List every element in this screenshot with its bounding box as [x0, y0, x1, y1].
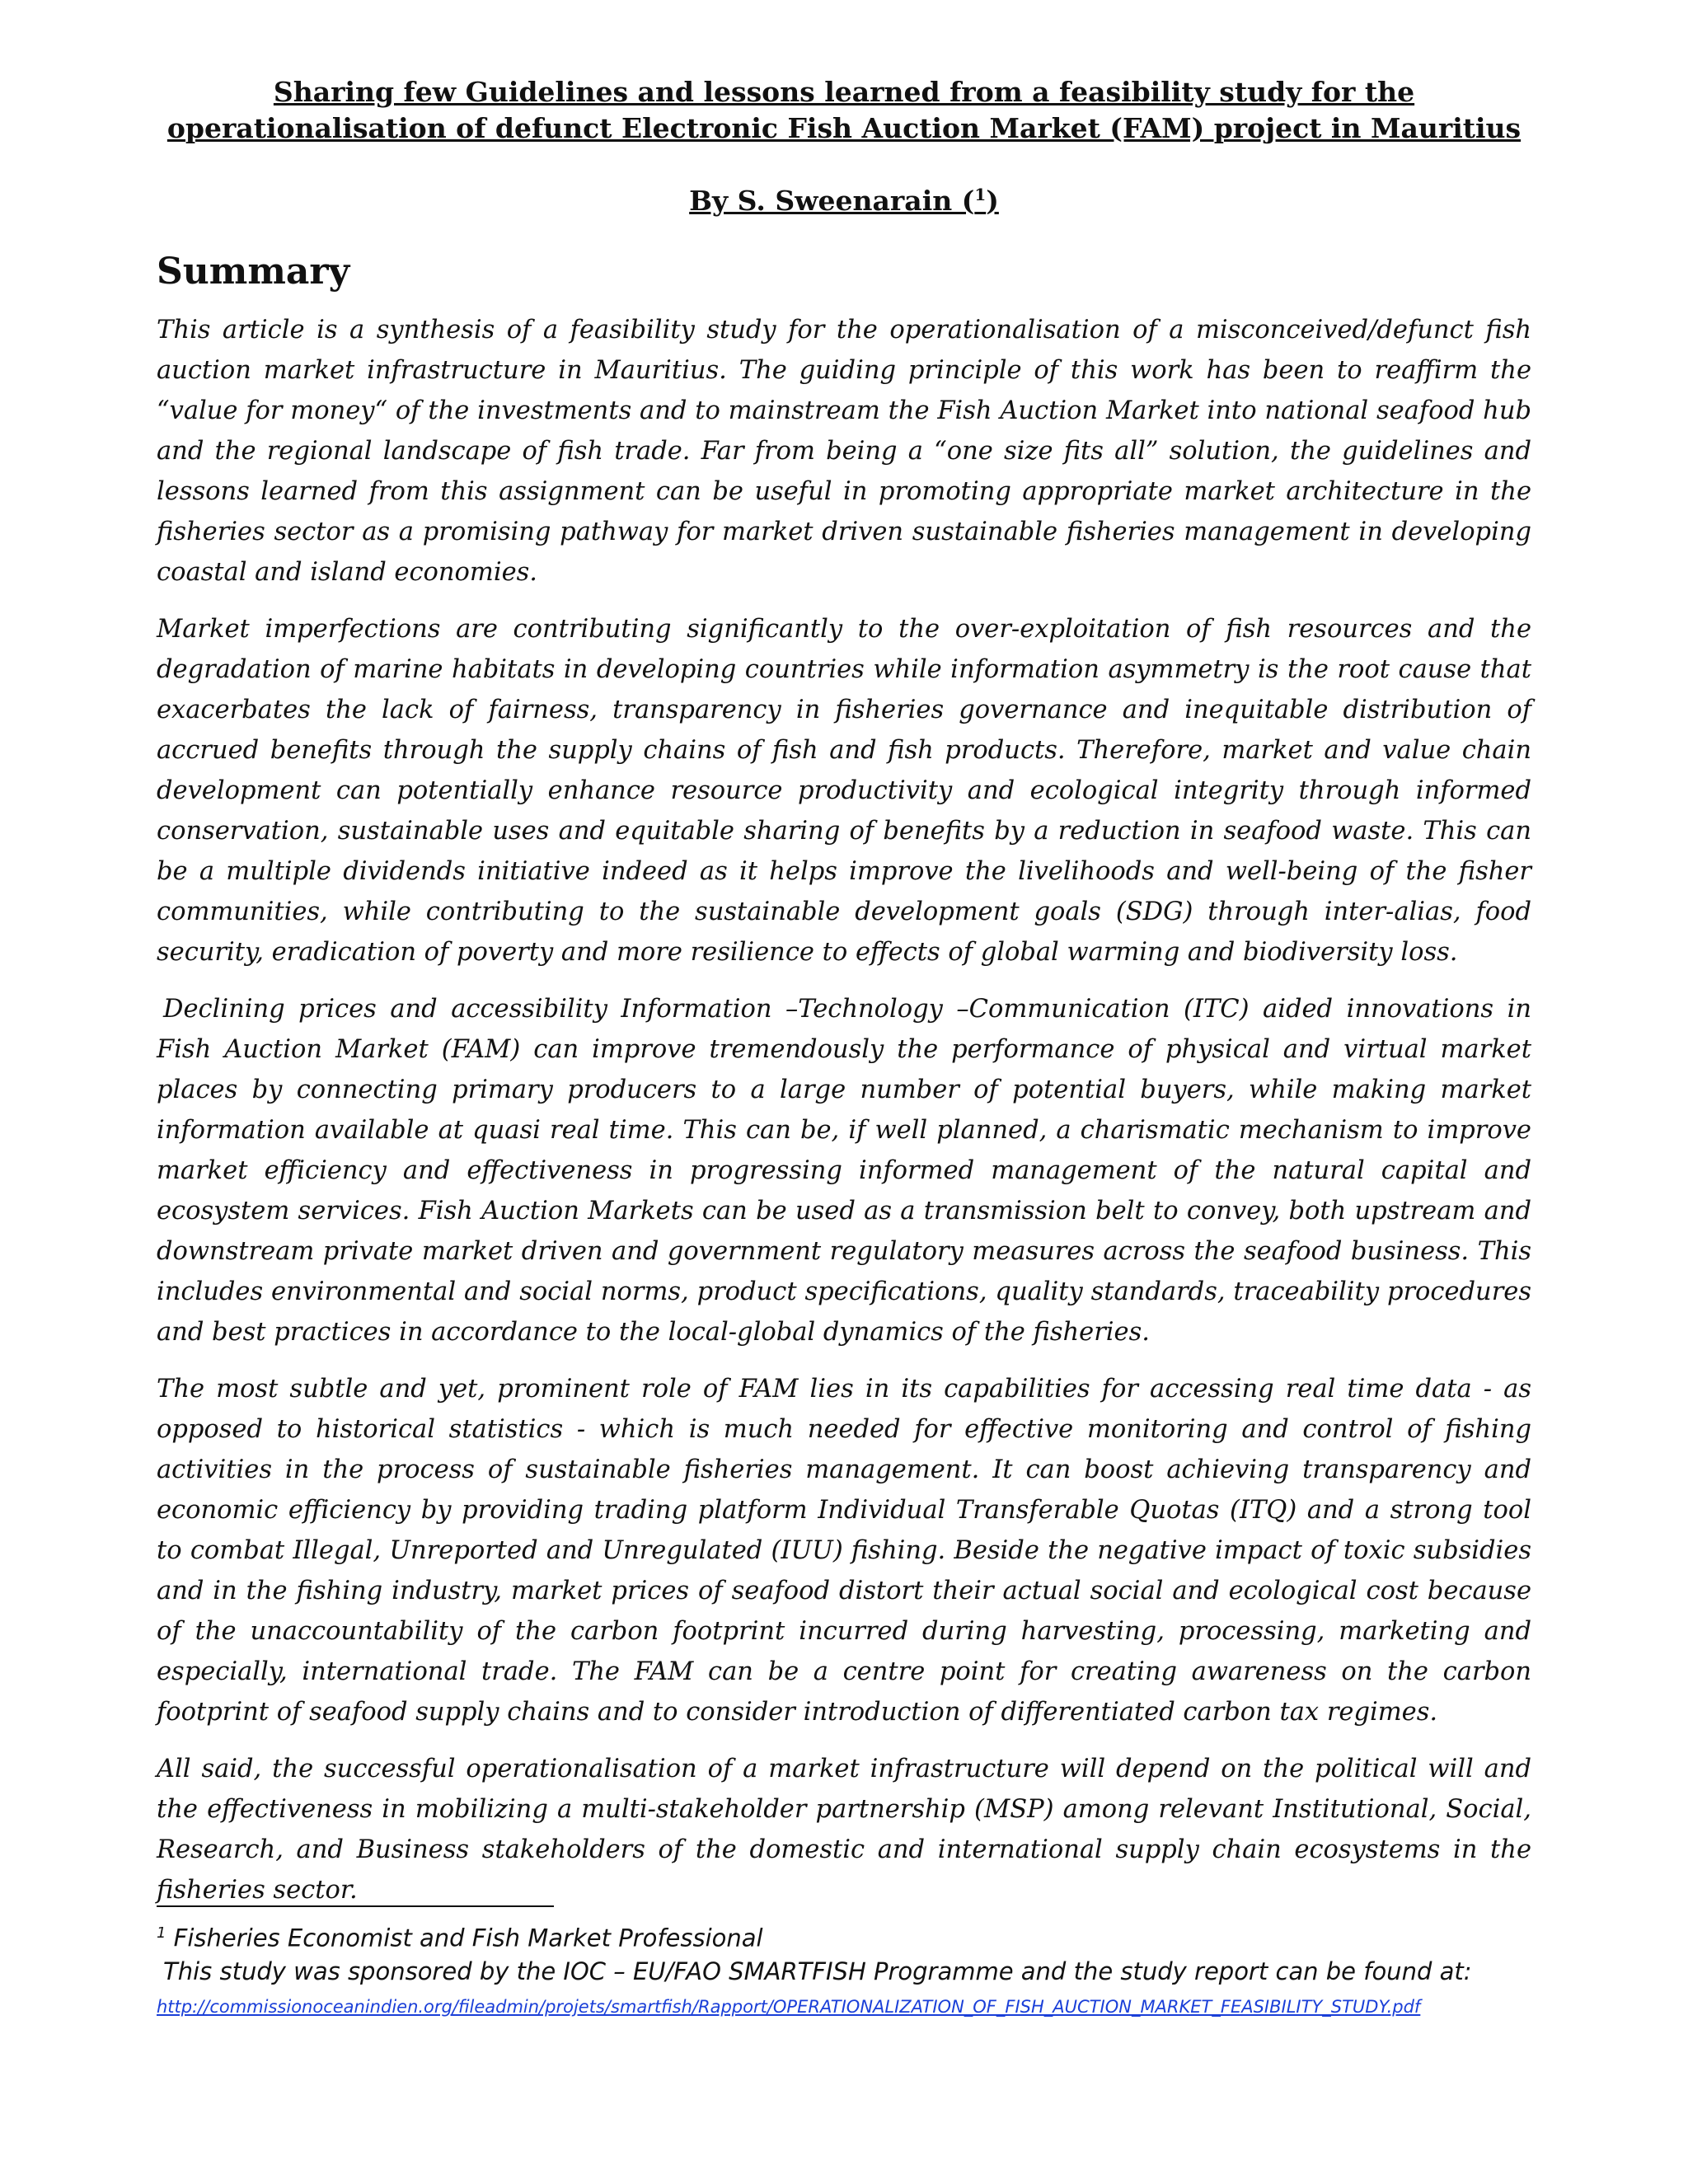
study-report-link[interactable]: http://commissionoceanindien.org/fileadmin/projets/smartfish/Rapport/OPERATIONALIZATION_OF_FISH_AUCTION_MARKET_FEASIBILITY_STUDY.pdf — [157, 1996, 1421, 2017]
paragraph: Market imperfections are contributing significantly to the over-exploitation of fish resources and the degradation of marine habitats in developing countries while information asymmetry is the root cause that exacerbates the lack of fairness, transparency in fisheries governance and inequitable distribution of accrued benefits through the supply chains of fish and fish products. Therefore, market and value chain development can potentially enhance resource productivity and ecological integrity through informed conservation, sustainable uses and equitable sharing of benefits by a reduction in seafood waste. This can be a multiple dividends initiative indeed as it helps improve the livelihoods and well-being of the fisher communities, while contributing to the sustainable development goals (SDG) through inter-alias, food security, eradication of poverty and more resilience to effects of global warming and biodiversity loss. — [157, 615, 1531, 967]
footnote — [157, 1917, 1558, 2021]
paragraph: This article is a synthesis of a feasibility study for the operationalisation of a misconceived/defunct fish auction market infrastructure in Mauritius. The guiding principle of this work has been to reaffirm the “value for money“ of the investments and to mainstream the Fish Auction Market into national seafood hub and the regional landscape of fish trade. Far from being a “one size fits all” solution, the guidelines and lessons learned from this assignment can be useful in promoting appropriate market architecture in the fisheries sector as a promising pathway for market driven sustainable fisheries management in developing coastal and island economies. — [157, 316, 1531, 587]
paragraph: Declining prices and accessibility Information –Technology –Communication (ITC) aided innovations in Fish Auction Market (FAM) can improve tremendously the performance of physical and virtual market places by connecting primary producers to a large number of potential buyers, while making market information available at quasi real time. This can be, if well planned, a charismatic mechanism to improve market efficiency and effectiveness in progressing informed management of the natural capital and ecosystem services. Fish Auction Markets can be used as a transmission belt to convey, both upstream and downstream private market driven and government regulatory measures across the seafood business. This includes environmental and social norms, product specifications, quality standards, traceability procedures and best practices in accordance to the local-global dynamics of the fisheries. — [157, 995, 1531, 1347]
document-title: Sharing few Guidelines and lessons learned from a feasibility study for the operationalisation of defunct Electronic Fish Auction Market (FAM) project in Mauritius — [166, 76, 1522, 144]
paragraph: All said, the successful operationalisation of a market infrastructure will depend on the political will and the effectiveness in mobilizing a multi-stakeholder partnership (MSP) among relevant Institutional, Social, Research, and Business stakeholders of the domestic and international supply chain ecosystems in the fisheries sector. — [157, 1755, 1531, 1905]
footnote-author-role: Fisheries Economist and Fish Market Professional — [173, 1924, 763, 1952]
footnote-sponsor-text: This study was sponsored by the IOC – EU/FAO SMARTFISH Programme and the study report can be found at: — [163, 1957, 1472, 1985]
author-footnote-ref[interactable]: 1 — [974, 185, 987, 204]
footnote-divider — [157, 1905, 554, 1907]
summary-heading: Summary — [157, 251, 350, 293]
author-line — [157, 176, 1531, 219]
paragraph: The most subtle and yet, prominent role of FAM lies in its capabilities for accessing real time data - as opposed to historical statistics - which is much needed for effective monitoring and control of fishing activities in the process of sustainable fisheries management. It can boost achieving transparency and economic efficiency by providing trading platform Individual Transferable Quotas (ITQ) and a strong tool to combat Illegal, Unreported and Unregulated (IUU) fishing. Beside the negative impact of toxic subsidies and in the fishing industry, market prices of seafood distort their actual social and ecological cost because of the unaccountability of the carbon footprint incurred during harvesting, processing, marketing and especially, international trade. The FAM can be a centre point for creating awareness on the carbon footprint of seafood supply chains and to consider introduction of differentiated carbon tax regimes. — [157, 1375, 1531, 1727]
author-name: By S. Sweenarain ( — [689, 185, 975, 217]
footnote-line — [157, 1917, 1558, 1955]
document-page — [157, 74, 1531, 1927]
author-close: ) — [986, 185, 999, 217]
footnote-marker: 1 — [157, 1924, 166, 1942]
